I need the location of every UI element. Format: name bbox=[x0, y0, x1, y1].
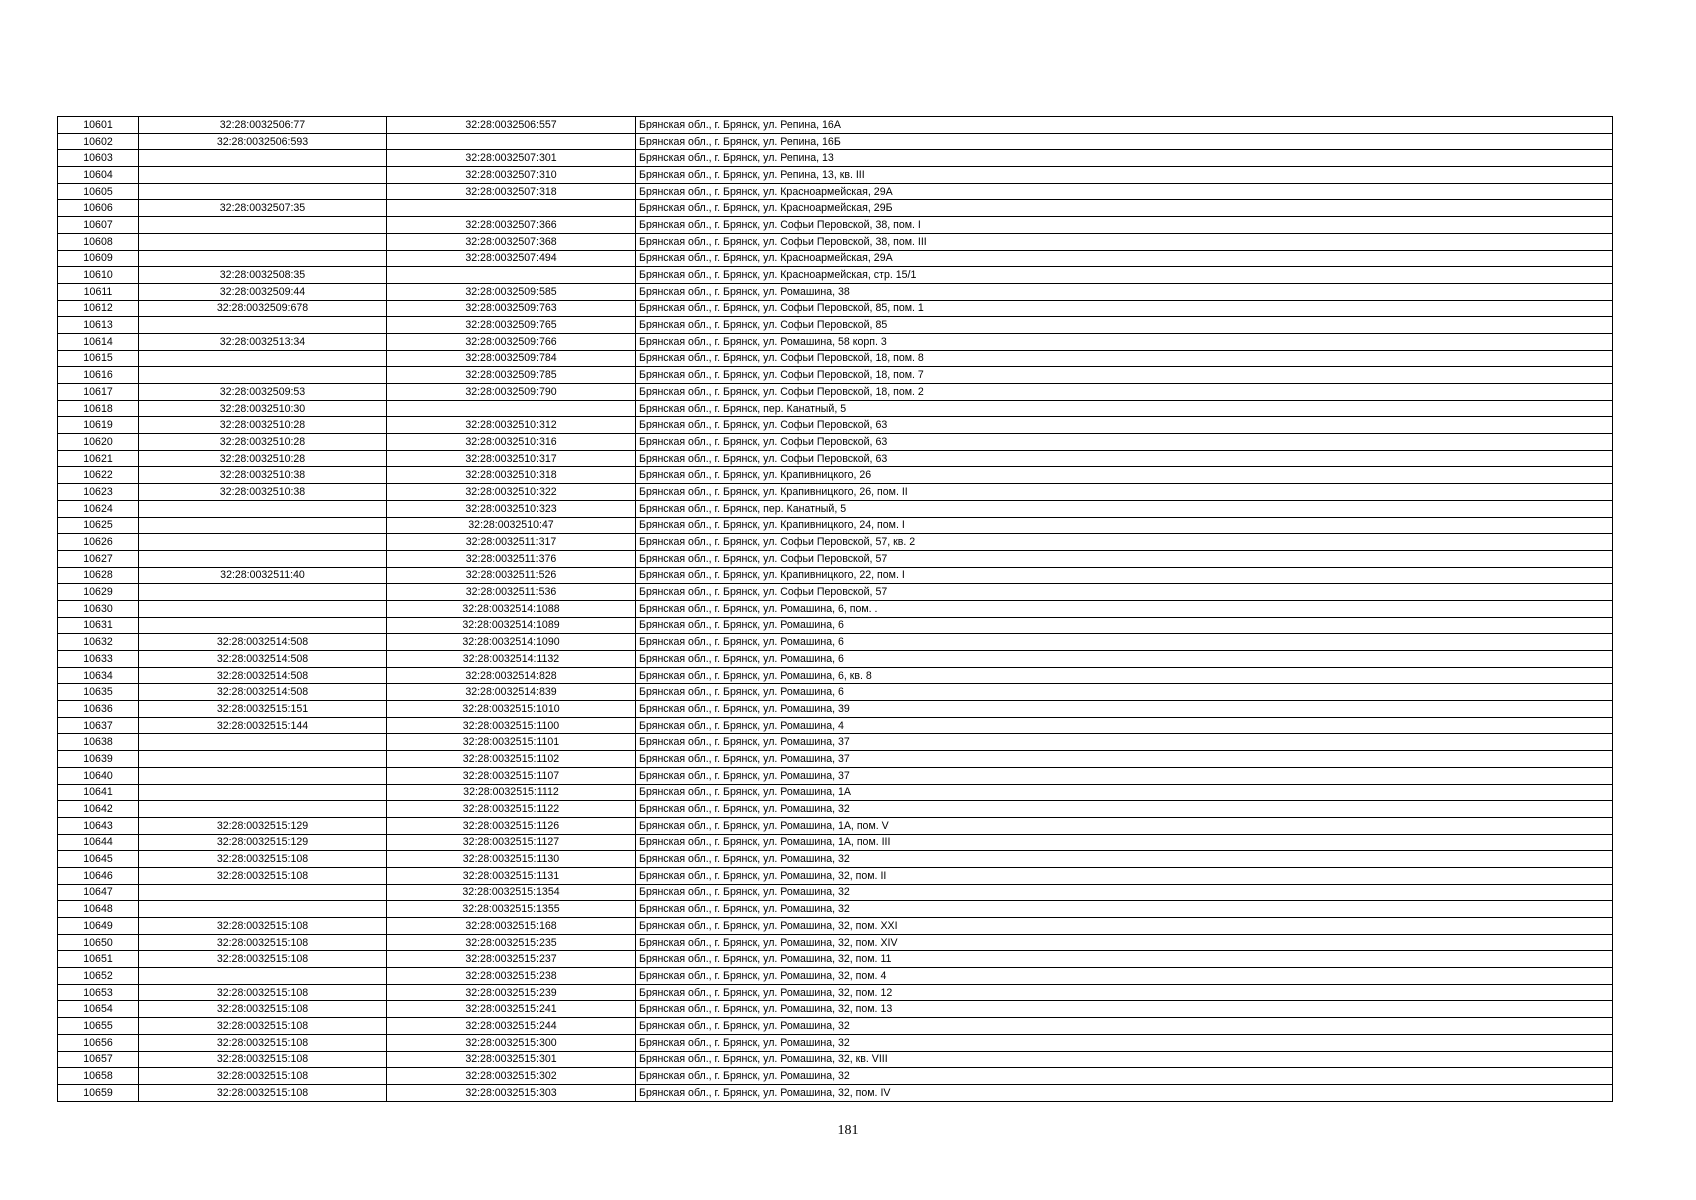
row-number-cell: 10628 bbox=[58, 567, 139, 584]
table-row bbox=[58, 517, 1613, 534]
cadastral-parcel-cell bbox=[139, 901, 387, 918]
cadastral-object-cell: 32:28:0032511:526 bbox=[387, 567, 636, 584]
address-cell: Брянская обл., г. Брянск, ул. Софьи Перовской, 18, пом. 8 bbox=[636, 350, 1613, 367]
row-number-cell: 10651 bbox=[58, 951, 139, 968]
address-cell: Брянская обл., г. Брянск, ул. Ромашина, 39 bbox=[636, 701, 1613, 718]
address-cell: Брянская обл., г. Брянск, ул. Софьи Перовской, 57 bbox=[636, 550, 1613, 567]
row-number-cell: 10620 bbox=[58, 434, 139, 451]
table-row bbox=[58, 884, 1613, 901]
address-cell: Брянская обл., г. Брянск, ул. Софьи Перовской, 38, пом. III bbox=[636, 233, 1613, 250]
cadastral-object-cell: 32:28:0032515:1100 bbox=[387, 717, 636, 734]
cadastral-object-cell: 32:28:0032515:302 bbox=[387, 1068, 636, 1085]
cadastral-parcel-cell: 32:28:0032515:108 bbox=[139, 984, 387, 1001]
row-number-cell: 10646 bbox=[58, 867, 139, 884]
cadastral-parcel-cell: 32:28:0032510:28 bbox=[139, 417, 387, 434]
row-number-cell: 10615 bbox=[58, 350, 139, 367]
cadastral-object-cell: 32:28:0032510:316 bbox=[387, 434, 636, 451]
cadastral-object-cell: 32:28:0032510:312 bbox=[387, 417, 636, 434]
cadastral-parcel-cell bbox=[139, 317, 387, 334]
table-row bbox=[58, 867, 1613, 884]
table-row bbox=[58, 1034, 1613, 1051]
table-row bbox=[58, 584, 1613, 601]
cadastral-object-cell bbox=[387, 400, 636, 417]
cadastral-parcel-cell: 32:28:0032515:108 bbox=[139, 1051, 387, 1068]
cadastral-object-cell: 32:28:0032515:1355 bbox=[387, 901, 636, 918]
cadastral-object-cell: 32:28:0032511:536 bbox=[387, 584, 636, 601]
cadastral-object-cell: 32:28:0032511:317 bbox=[387, 534, 636, 551]
table-row bbox=[58, 167, 1613, 184]
row-number-cell: 10642 bbox=[58, 801, 139, 818]
table-row bbox=[58, 534, 1613, 551]
cadastral-parcel-cell: 32:28:0032509:53 bbox=[139, 384, 387, 401]
table-row bbox=[58, 701, 1613, 718]
table-row bbox=[58, 918, 1613, 935]
registry-table-body bbox=[58, 117, 1613, 1102]
cadastral-object-cell bbox=[387, 133, 636, 150]
cadastral-parcel-cell bbox=[139, 233, 387, 250]
cadastral-parcel-cell: 32:28:0032515:108 bbox=[139, 1018, 387, 1035]
table-row bbox=[58, 834, 1613, 851]
cadastral-parcel-cell: 32:28:0032514:508 bbox=[139, 634, 387, 651]
row-number-cell: 10640 bbox=[58, 767, 139, 784]
table-row bbox=[58, 667, 1613, 684]
cadastral-parcel-cell: 32:28:0032514:508 bbox=[139, 684, 387, 701]
address-cell: Брянская обл., г. Брянск, ул. Ромашина, 37 bbox=[636, 751, 1613, 768]
cadastral-parcel-cell: 32:28:0032510:28 bbox=[139, 450, 387, 467]
row-number-cell: 10650 bbox=[58, 934, 139, 951]
cadastral-parcel-cell: 32:28:0032515:108 bbox=[139, 867, 387, 884]
cadastral-object-cell: 32:28:0032515:1126 bbox=[387, 817, 636, 834]
table-row bbox=[58, 350, 1613, 367]
cadastral-parcel-cell: 32:28:0032515:151 bbox=[139, 701, 387, 718]
cadastral-object-cell: 32:28:0032509:763 bbox=[387, 300, 636, 317]
row-number-cell: 10601 bbox=[58, 117, 139, 134]
row-number-cell: 10652 bbox=[58, 968, 139, 985]
row-number-cell: 10643 bbox=[58, 817, 139, 834]
cadastral-parcel-cell bbox=[139, 150, 387, 167]
cadastral-parcel-cell: 32:28:0032515:108 bbox=[139, 1034, 387, 1051]
cadastral-parcel-cell bbox=[139, 617, 387, 634]
address-cell: Брянская обл., г. Брянск, ул. Крапивницкого, 26 bbox=[636, 467, 1613, 484]
cadastral-parcel-cell: 32:28:0032510:38 bbox=[139, 484, 387, 501]
cadastral-object-cell: 32:28:0032514:1088 bbox=[387, 600, 636, 617]
table-row bbox=[58, 784, 1613, 801]
address-cell: Брянская обл., г. Брянск, ул. Ромашина, 4 bbox=[636, 717, 1613, 734]
row-number-cell: 10647 bbox=[58, 884, 139, 901]
cadastral-parcel-cell: 32:28:0032515:144 bbox=[139, 717, 387, 734]
cadastral-object-cell: 32:28:0032515:1112 bbox=[387, 784, 636, 801]
table-row bbox=[58, 333, 1613, 350]
cadastral-parcel-cell bbox=[139, 517, 387, 534]
address-cell: Брянская обл., г. Брянск, ул. Ромашина, 32 bbox=[636, 1068, 1613, 1085]
address-cell: Брянская обл., г. Брянск, ул. Ромашина, 32 bbox=[636, 851, 1613, 868]
table-row bbox=[58, 934, 1613, 951]
address-cell: Брянская обл., г. Брянск, ул. Ромашина, 32, пом. 11 bbox=[636, 951, 1613, 968]
address-cell: Брянская обл., г. Брянск, ул. Крапивницкого, 22, пом. I bbox=[636, 567, 1613, 584]
table-row bbox=[58, 684, 1613, 701]
row-number-cell: 10614 bbox=[58, 333, 139, 350]
address-cell: Брянская обл., г. Брянск, ул. Репина, 13, кв. III bbox=[636, 167, 1613, 184]
row-number-cell: 10610 bbox=[58, 267, 139, 284]
address-cell: Брянская обл., г. Брянск, ул. Ромашина, 32, пом. IV bbox=[636, 1084, 1613, 1101]
table-row bbox=[58, 734, 1613, 751]
table-row bbox=[58, 217, 1613, 234]
cadastral-parcel-cell: 32:28:0032514:508 bbox=[139, 667, 387, 684]
cadastral-object-cell: 32:28:0032515:303 bbox=[387, 1084, 636, 1101]
address-cell: Брянская обл., г. Брянск, ул. Ромашина, 38 bbox=[636, 283, 1613, 300]
table-row bbox=[58, 751, 1613, 768]
table-row bbox=[58, 1018, 1613, 1035]
table-row bbox=[58, 901, 1613, 918]
cadastral-object-cell: 32:28:0032515:1354 bbox=[387, 884, 636, 901]
cadastral-object-cell: 32:28:0032509:785 bbox=[387, 367, 636, 384]
cadastral-parcel-cell bbox=[139, 550, 387, 567]
table-row bbox=[58, 384, 1613, 401]
cadastral-object-cell: 32:28:0032515:1122 bbox=[387, 801, 636, 818]
table-row bbox=[58, 267, 1613, 284]
cadastral-parcel-cell: 32:28:0032515:129 bbox=[139, 834, 387, 851]
row-number-cell: 10604 bbox=[58, 167, 139, 184]
table-row bbox=[58, 634, 1613, 651]
row-number-cell: 10618 bbox=[58, 400, 139, 417]
address-cell: Брянская обл., г. Брянск, ул. Ромашина, 6, пом. . bbox=[636, 600, 1613, 617]
cadastral-object-cell bbox=[387, 200, 636, 217]
table-row bbox=[58, 1051, 1613, 1068]
address-cell: Брянская обл., г. Брянск, ул. Ромашина, 6 bbox=[636, 617, 1613, 634]
table-row bbox=[58, 984, 1613, 1001]
cadastral-object-cell: 32:28:0032515:1130 bbox=[387, 851, 636, 868]
row-number-cell: 10636 bbox=[58, 701, 139, 718]
table-row bbox=[58, 1068, 1613, 1085]
address-cell: Брянская обл., г. Брянск, ул. Софьи Перовской, 18, пом. 2 bbox=[636, 384, 1613, 401]
cadastral-parcel-cell: 32:28:0032515:108 bbox=[139, 851, 387, 868]
cadastral-parcel-cell bbox=[139, 734, 387, 751]
row-number-cell: 10633 bbox=[58, 651, 139, 668]
cadastral-parcel-cell: 32:28:0032507:35 bbox=[139, 200, 387, 217]
page-number: 181 bbox=[837, 1123, 859, 1138]
cadastral-parcel-cell bbox=[139, 534, 387, 551]
address-cell: Брянская обл., г. Брянск, ул. Репина, 16Б bbox=[636, 133, 1613, 150]
address-cell: Брянская обл., г. Брянск, ул. Ромашина, 32 bbox=[636, 884, 1613, 901]
cadastral-parcel-cell bbox=[139, 217, 387, 234]
row-number-cell: 10648 bbox=[58, 901, 139, 918]
table-row bbox=[58, 651, 1613, 668]
address-cell: Брянская обл., г. Брянск, ул. Ромашина, 1А, пом. III bbox=[636, 834, 1613, 851]
row-number-cell: 10659 bbox=[58, 1084, 139, 1101]
row-number-cell: 10638 bbox=[58, 734, 139, 751]
cadastral-parcel-cell: 32:28:0032510:38 bbox=[139, 467, 387, 484]
cadastral-parcel-cell bbox=[139, 350, 387, 367]
address-cell: Брянская обл., г. Брянск, ул. Софьи Перовской, 85, пом. 1 bbox=[636, 300, 1613, 317]
cadastral-object-cell: 32:28:0032515:241 bbox=[387, 1001, 636, 1018]
table-row bbox=[58, 567, 1613, 584]
cadastral-object-cell: 32:28:0032510:317 bbox=[387, 450, 636, 467]
cadastral-parcel-cell bbox=[139, 767, 387, 784]
table-row bbox=[58, 817, 1613, 834]
address-cell: Брянская обл., г. Брянск, ул. Крапивницкого, 24, пом. I bbox=[636, 517, 1613, 534]
row-number-cell: 10603 bbox=[58, 150, 139, 167]
table-row bbox=[58, 233, 1613, 250]
address-cell: Брянская обл., г. Брянск, ул. Красноармейская, 29Б bbox=[636, 200, 1613, 217]
address-cell: Брянская обл., г. Брянск, ул. Ромашина, 32, пом. II bbox=[636, 867, 1613, 884]
row-number-cell: 10625 bbox=[58, 517, 139, 534]
cadastral-parcel-cell: 32:28:0032509:44 bbox=[139, 283, 387, 300]
cadastral-parcel-cell bbox=[139, 600, 387, 617]
cadastral-object-cell: 32:28:0032514:1132 bbox=[387, 651, 636, 668]
row-number-cell: 10611 bbox=[58, 283, 139, 300]
table-row bbox=[58, 200, 1613, 217]
address-cell: Брянская обл., г. Брянск, ул. Софьи Перовской, 85 bbox=[636, 317, 1613, 334]
row-number-cell: 10622 bbox=[58, 467, 139, 484]
row-number-cell: 10617 bbox=[58, 384, 139, 401]
cadastral-object-cell: 32:28:0032514:839 bbox=[387, 684, 636, 701]
row-number-cell: 10644 bbox=[58, 834, 139, 851]
address-cell: Брянская обл., г. Брянск, ул. Софьи Перовской, 63 bbox=[636, 417, 1613, 434]
row-number-cell: 10657 bbox=[58, 1051, 139, 1068]
row-number-cell: 10619 bbox=[58, 417, 139, 434]
table-row bbox=[58, 317, 1613, 334]
row-number-cell: 10613 bbox=[58, 317, 139, 334]
address-cell: Брянская обл., г. Брянск, ул. Ромашина, 32 bbox=[636, 901, 1613, 918]
cadastral-parcel-cell bbox=[139, 183, 387, 200]
table-row bbox=[58, 400, 1613, 417]
cadastral-parcel-cell: 32:28:0032506:593 bbox=[139, 133, 387, 150]
row-number-cell: 10608 bbox=[58, 233, 139, 250]
cadastral-object-cell bbox=[387, 267, 636, 284]
table-row bbox=[58, 467, 1613, 484]
cadastral-object-cell: 32:28:0032515:238 bbox=[387, 968, 636, 985]
cadastral-object-cell: 32:28:0032509:784 bbox=[387, 350, 636, 367]
row-number-cell: 10605 bbox=[58, 183, 139, 200]
cadastral-object-cell: 32:28:0032509:790 bbox=[387, 384, 636, 401]
address-cell: Брянская обл., г. Брянск, ул. Софьи Перовской, 63 bbox=[636, 450, 1613, 467]
row-number-cell: 10635 bbox=[58, 684, 139, 701]
address-cell: Брянская обл., г. Брянск, ул. Ромашина, 32, пом. XXI bbox=[636, 918, 1613, 935]
table-row bbox=[58, 250, 1613, 267]
table-row bbox=[58, 1001, 1613, 1018]
cadastral-object-cell: 32:28:0032507:310 bbox=[387, 167, 636, 184]
table-row bbox=[58, 484, 1613, 501]
address-cell: Брянская обл., г. Брянск, ул. Софьи Перовской, 18, пом. 7 bbox=[636, 367, 1613, 384]
row-number-cell: 10658 bbox=[58, 1068, 139, 1085]
address-cell: Брянская обл., г. Брянск, ул. Репина, 13 bbox=[636, 150, 1613, 167]
cadastral-parcel-cell bbox=[139, 968, 387, 985]
table-row bbox=[58, 617, 1613, 634]
cadastral-parcel-cell: 32:28:0032506:77 bbox=[139, 117, 387, 134]
address-cell: Брянская обл., г. Брянск, ул. Ромашина, 32, пом. 12 bbox=[636, 984, 1613, 1001]
cadastral-object-cell: 32:28:0032515:301 bbox=[387, 1051, 636, 1068]
address-cell: Брянская обл., г. Брянск, ул. Красноармейская, 29А bbox=[636, 183, 1613, 200]
cadastral-parcel-cell bbox=[139, 751, 387, 768]
cadastral-parcel-cell: 32:28:0032515:108 bbox=[139, 1001, 387, 1018]
cadastral-object-cell: 32:28:0032514:1089 bbox=[387, 617, 636, 634]
cadastral-object-cell: 32:28:0032515:300 bbox=[387, 1034, 636, 1051]
cadastral-object-cell: 32:28:0032509:585 bbox=[387, 283, 636, 300]
row-number-cell: 10634 bbox=[58, 667, 139, 684]
cadastral-object-cell: 32:28:0032515:1010 bbox=[387, 701, 636, 718]
cadastral-object-cell: 32:28:0032515:237 bbox=[387, 951, 636, 968]
cadastral-object-cell: 32:28:0032510:322 bbox=[387, 484, 636, 501]
row-number-cell: 10655 bbox=[58, 1018, 139, 1035]
table-row bbox=[58, 133, 1613, 150]
table-row bbox=[58, 417, 1613, 434]
cadastral-object-cell: 32:28:0032515:1131 bbox=[387, 867, 636, 884]
table-row bbox=[58, 150, 1613, 167]
cadastral-parcel-cell: 32:28:0032511:40 bbox=[139, 567, 387, 584]
address-cell: Брянская обл., г. Брянск, ул. Крапивницкого, 26, пом. II bbox=[636, 484, 1613, 501]
row-number-cell: 10654 bbox=[58, 1001, 139, 1018]
cadastral-object-cell: 32:28:0032507:494 bbox=[387, 250, 636, 267]
address-cell: Брянская обл., г. Брянск, ул. Софьи Перовской, 38, пом. I bbox=[636, 217, 1613, 234]
cadastral-object-cell: 32:28:0032515:1107 bbox=[387, 767, 636, 784]
cadastral-object-cell: 32:28:0032515:1102 bbox=[387, 751, 636, 768]
address-cell: Брянская обл., г. Брянск, ул. Красноармейская, стр. 15/1 bbox=[636, 267, 1613, 284]
cadastral-object-cell: 32:28:0032510:47 bbox=[387, 517, 636, 534]
address-cell: Брянская обл., г. Брянск, ул. Ромашина, 6, кв. 8 bbox=[636, 667, 1613, 684]
address-cell: Брянская обл., г. Брянск, ул. Ромашина, 32, пом. 13 bbox=[636, 1001, 1613, 1018]
table-row bbox=[58, 300, 1613, 317]
cadastral-object-cell: 32:28:0032507:301 bbox=[387, 150, 636, 167]
address-cell: Брянская обл., г. Брянск, ул. Ромашина, 32 bbox=[636, 1018, 1613, 1035]
row-number-cell: 10602 bbox=[58, 133, 139, 150]
address-cell: Брянская обл., г. Брянск, ул. Ромашина, 32, кв. VIII bbox=[636, 1051, 1613, 1068]
cadastral-parcel-cell bbox=[139, 884, 387, 901]
cadastral-parcel-cell bbox=[139, 784, 387, 801]
row-number-cell: 10631 bbox=[58, 617, 139, 634]
row-number-cell: 10623 bbox=[58, 484, 139, 501]
row-number-cell: 10630 bbox=[58, 600, 139, 617]
address-cell: Брянская обл., г. Брянск, пер. Канатный, 5 bbox=[636, 500, 1613, 517]
address-cell: Брянская обл., г. Брянск, ул. Красноармейская, 29А bbox=[636, 250, 1613, 267]
address-cell: Брянская обл., г. Брянск, ул. Ромашина, 6 bbox=[636, 634, 1613, 651]
table-row bbox=[58, 1084, 1613, 1101]
row-number-cell: 10609 bbox=[58, 250, 139, 267]
cadastral-parcel-cell: 32:28:0032515:108 bbox=[139, 951, 387, 968]
row-number-cell: 10626 bbox=[58, 534, 139, 551]
cadastral-object-cell: 32:28:0032515:239 bbox=[387, 984, 636, 1001]
cadastral-object-cell: 32:28:0032515:1101 bbox=[387, 734, 636, 751]
table-row bbox=[58, 367, 1613, 384]
cadastral-parcel-cell: 32:28:0032510:30 bbox=[139, 400, 387, 417]
cadastral-parcel-cell: 32:28:0032510:28 bbox=[139, 434, 387, 451]
cadastral-parcel-cell: 32:28:0032514:508 bbox=[139, 651, 387, 668]
address-cell: Брянская обл., г. Брянск, ул. Ромашина, 32, пом. XIV bbox=[636, 934, 1613, 951]
address-cell: Брянская обл., г. Брянск, ул. Ромашина, 1А, пом. V bbox=[636, 817, 1613, 834]
cadastral-object-cell: 32:28:0032506:557 bbox=[387, 117, 636, 134]
table-row bbox=[58, 968, 1613, 985]
address-cell: Брянская обл., г. Брянск, ул. Ромашина, 37 bbox=[636, 734, 1613, 751]
cadastral-object-cell: 32:28:0032510:323 bbox=[387, 500, 636, 517]
cadastral-parcel-cell bbox=[139, 250, 387, 267]
address-cell: Брянская обл., г. Брянск, пер. Канатный, 5 bbox=[636, 400, 1613, 417]
cadastral-parcel-cell: 32:28:0032515:129 bbox=[139, 817, 387, 834]
address-cell: Брянская обл., г. Брянск, ул. Ромашина, 6 bbox=[636, 651, 1613, 668]
cadastral-object-cell: 32:28:0032507:318 bbox=[387, 183, 636, 200]
row-number-cell: 10612 bbox=[58, 300, 139, 317]
row-number-cell: 10629 bbox=[58, 584, 139, 601]
cadastral-parcel-cell: 32:28:0032515:108 bbox=[139, 934, 387, 951]
cadastral-parcel-cell: 32:28:0032508:35 bbox=[139, 267, 387, 284]
address-cell: Брянская обл., г. Брянск, ул. Ромашина, 58 корп. 3 bbox=[636, 333, 1613, 350]
registry-table bbox=[57, 116, 1613, 1102]
row-number-cell: 10656 bbox=[58, 1034, 139, 1051]
row-number-cell: 10641 bbox=[58, 784, 139, 801]
table-row bbox=[58, 717, 1613, 734]
cadastral-parcel-cell: 32:28:0032509:678 bbox=[139, 300, 387, 317]
cadastral-object-cell: 32:28:0032507:368 bbox=[387, 233, 636, 250]
row-number-cell: 10645 bbox=[58, 851, 139, 868]
table-row bbox=[58, 951, 1613, 968]
address-cell: Брянская обл., г. Брянск, ул. Софьи Перовской, 57 bbox=[636, 584, 1613, 601]
table-row bbox=[58, 117, 1613, 134]
cadastral-parcel-cell bbox=[139, 584, 387, 601]
row-number-cell: 10639 bbox=[58, 751, 139, 768]
row-number-cell: 10616 bbox=[58, 367, 139, 384]
cadastral-object-cell: 32:28:0032509:766 bbox=[387, 333, 636, 350]
row-number-cell: 10649 bbox=[58, 918, 139, 935]
table-row bbox=[58, 767, 1613, 784]
table-row bbox=[58, 500, 1613, 517]
cadastral-parcel-cell: 32:28:0032515:108 bbox=[139, 918, 387, 935]
address-cell: Брянская обл., г. Брянск, ул. Ромашина, 6 bbox=[636, 684, 1613, 701]
row-number-cell: 10632 bbox=[58, 634, 139, 651]
row-number-cell: 10637 bbox=[58, 717, 139, 734]
table-row bbox=[58, 851, 1613, 868]
cadastral-object-cell: 32:28:0032511:376 bbox=[387, 550, 636, 567]
table-row bbox=[58, 450, 1613, 467]
cadastral-object-cell: 32:28:0032515:244 bbox=[387, 1018, 636, 1035]
table-row bbox=[58, 434, 1613, 451]
row-number-cell: 10607 bbox=[58, 217, 139, 234]
cadastral-parcel-cell bbox=[139, 500, 387, 517]
cadastral-parcel-cell: 32:28:0032515:108 bbox=[139, 1084, 387, 1101]
cadastral-parcel-cell: 32:28:0032513:34 bbox=[139, 333, 387, 350]
address-cell: Брянская обл., г. Брянск, ул. Софьи Перовской, 63 bbox=[636, 434, 1613, 451]
table-row bbox=[58, 600, 1613, 617]
cadastral-object-cell: 32:28:0032510:318 bbox=[387, 467, 636, 484]
cadastral-parcel-cell bbox=[139, 167, 387, 184]
cadastral-parcel-cell bbox=[139, 801, 387, 818]
row-number-cell: 10624 bbox=[58, 500, 139, 517]
cadastral-object-cell: 32:28:0032514:828 bbox=[387, 667, 636, 684]
cadastral-parcel-cell: 32:28:0032515:108 bbox=[139, 1068, 387, 1085]
row-number-cell: 10606 bbox=[58, 200, 139, 217]
address-cell: Брянская обл., г. Брянск, ул. Ромашина, 32 bbox=[636, 1034, 1613, 1051]
address-cell: Брянская обл., г. Брянск, ул. Ромашина, 1А bbox=[636, 784, 1613, 801]
cadastral-object-cell: 32:28:0032507:366 bbox=[387, 217, 636, 234]
row-number-cell: 10621 bbox=[58, 450, 139, 467]
cadastral-parcel-cell bbox=[139, 367, 387, 384]
table-row bbox=[58, 550, 1613, 567]
table-row bbox=[58, 801, 1613, 818]
address-cell: Брянская обл., г. Брянск, ул. Ромашина, 32, пом. 4 bbox=[636, 968, 1613, 985]
cadastral-object-cell: 32:28:0032514:1090 bbox=[387, 634, 636, 651]
address-cell: Брянская обл., г. Брянск, ул. Ромашина, 37 bbox=[636, 767, 1613, 784]
cadastral-object-cell: 32:28:0032509:765 bbox=[387, 317, 636, 334]
table-row bbox=[58, 183, 1613, 200]
cadastral-object-cell: 32:28:0032515:168 bbox=[387, 918, 636, 935]
row-number-cell: 10653 bbox=[58, 984, 139, 1001]
address-cell: Брянская обл., г. Брянск, ул. Ромашина, 32 bbox=[636, 801, 1613, 818]
row-number-cell: 10627 bbox=[58, 550, 139, 567]
table-row bbox=[58, 283, 1613, 300]
cadastral-object-cell: 32:28:0032515:235 bbox=[387, 934, 636, 951]
address-cell: Брянская обл., г. Брянск, ул. Репина, 16А bbox=[636, 117, 1613, 134]
cadastral-object-cell: 32:28:0032515:1127 bbox=[387, 834, 636, 851]
address-cell: Брянская обл., г. Брянск, ул. Софьи Перовской, 57, кв. 2 bbox=[636, 534, 1613, 551]
